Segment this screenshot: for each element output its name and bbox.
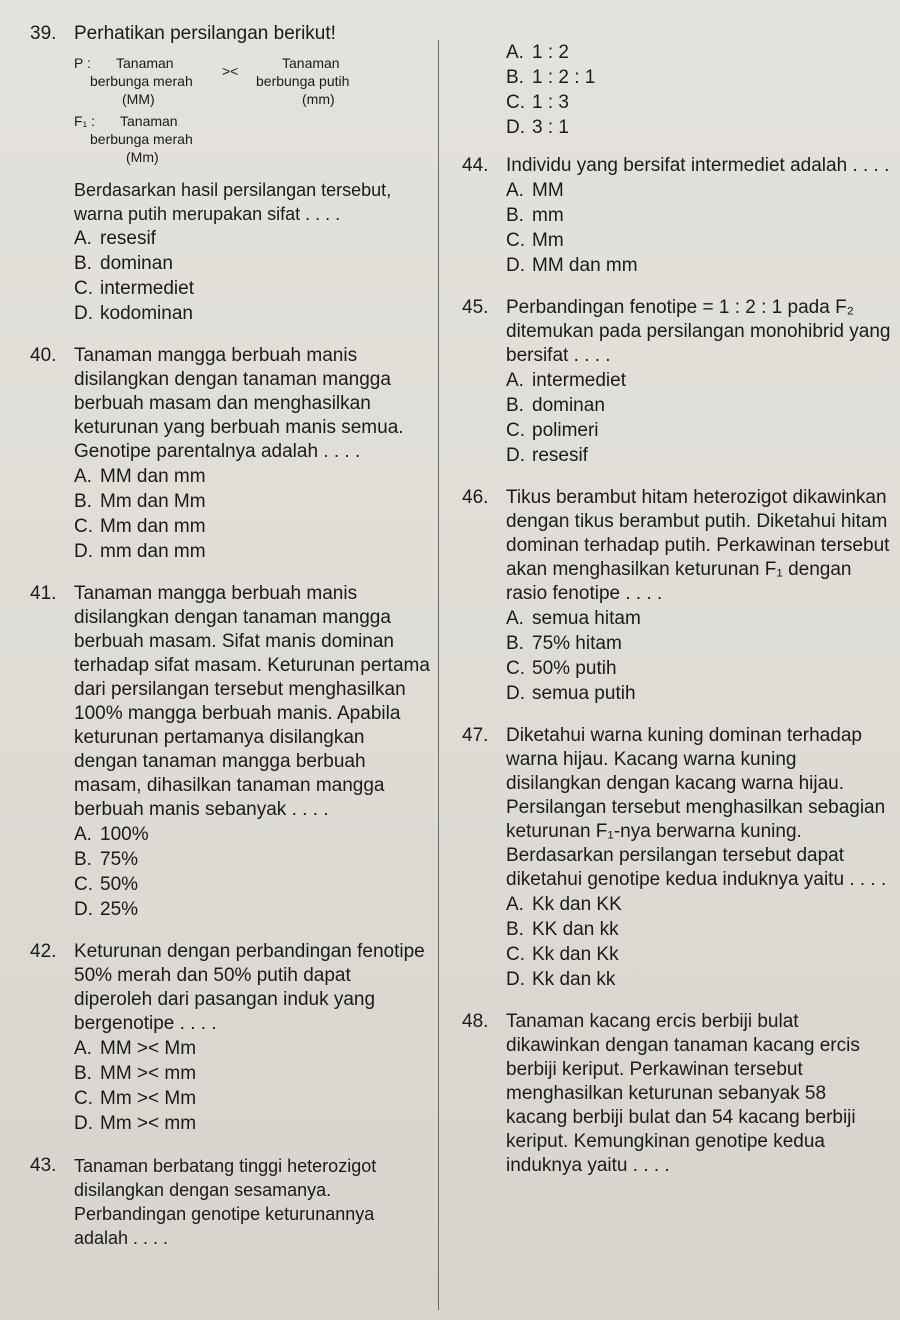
right-column	[462, 40, 892, 1196]
option-a[interactable]	[506, 40, 892, 65]
option-text: resesif	[532, 445, 588, 466]
question-text: Tanaman berbatang tinggi heterozigot disilangkan dengan sesamanya. Perbandingan genotipe keturunannya adalah . . . .	[74, 1156, 377, 1248]
options-list	[506, 606, 892, 706]
option-b[interactable]	[74, 847, 430, 872]
option-letter: D.	[74, 899, 93, 920]
question-text: Keturunan dengan perbandingan fenotipe 50% merah dan 50% putih dapat diperoleh dari pasangan induk yang bergenotipe . . . .	[74, 941, 425, 1034]
question-text: Perhatikan persilangan berikut!	[74, 23, 336, 44]
question-number: 46.	[462, 487, 489, 508]
question-text: Diketahui warna kuning dominan terhadap warna hijau. Kacang warna kuning disilangkan dengan kacang warna hijau. Persilangan tersebut menghasilkan sebagian keturunan F₁-nya berwarna kuning. Berdasarkan persilangan tersebut dapat diketahui genotipe kedua induknya yaitu . . . .	[506, 725, 887, 890]
option-letter: D.	[74, 541, 93, 562]
option-letter: C.	[74, 874, 93, 895]
option-text: Mm >< Mm	[100, 1088, 197, 1109]
option-letter: C.	[506, 658, 525, 679]
option-letter: D.	[506, 969, 525, 990]
option-text: 100%	[100, 824, 149, 845]
option-letter: C.	[74, 278, 93, 299]
option-text: MM >< mm	[100, 1063, 197, 1084]
options-list	[74, 1036, 430, 1136]
option-text: Mm >< mm	[100, 1113, 197, 1134]
question-text: Tanaman kacang ercis berbiji bulat dikawinkan dengan tanaman kacang ercis berbiji keriput. Perkawinan tersebut menghasilkan keturunan sebanyak 58 kacang berbiji bulat dan 54 kacang berbiji keriput. Kemungkinan genotipe kedua induknya yaitu . . . .	[506, 1011, 860, 1176]
option-c[interactable]	[506, 942, 892, 967]
question-43-options	[462, 40, 892, 140]
option-letter: B.	[506, 205, 524, 226]
option-text: resesif	[100, 228, 156, 249]
option-letter: A.	[74, 466, 92, 487]
option-text: mm	[532, 205, 564, 226]
option-a[interactable]	[74, 226, 430, 251]
option-c[interactable]	[74, 872, 430, 897]
option-letter: B.	[506, 395, 524, 416]
option-letter: A.	[74, 1038, 92, 1059]
f1-line1: Tanaman	[120, 113, 178, 129]
option-text: 3 : 1	[532, 117, 569, 138]
options-list	[506, 40, 892, 140]
option-letter: D.	[74, 303, 93, 324]
option-text: kodominan	[100, 303, 193, 324]
option-text: MM dan mm	[532, 255, 638, 276]
option-letter: A.	[506, 180, 524, 201]
option-d[interactable]	[74, 897, 430, 922]
option-c[interactable]	[506, 228, 892, 253]
question-number: 48.	[462, 1011, 489, 1032]
option-letter: A.	[506, 608, 524, 629]
option-text: semua putih	[532, 683, 636, 704]
option-d[interactable]	[74, 301, 430, 326]
question-text: Perbandingan fenotipe = 1 : 2 : 1 pada F₂ ditemukan pada persilangan monohibrid yang bersifat . . . .	[506, 297, 891, 366]
option-text: intermediet	[100, 278, 194, 299]
option-text: MM dan mm	[100, 466, 206, 487]
option-letter: C.	[74, 1088, 93, 1109]
option-text: MM	[532, 180, 564, 201]
option-b[interactable]	[506, 65, 892, 90]
option-c[interactable]	[506, 418, 892, 443]
p-label: P :	[74, 55, 91, 71]
left-column	[30, 22, 430, 1268]
f1-line2: berbunga merah	[90, 131, 193, 147]
option-text: 1 : 2	[532, 42, 569, 63]
option-letter: C.	[506, 230, 525, 251]
option-letter: D.	[506, 117, 525, 138]
question-41	[30, 582, 430, 922]
option-letter: A.	[74, 824, 92, 845]
option-b[interactable]	[74, 1061, 430, 1086]
option-letter: C.	[506, 92, 525, 113]
options-list	[74, 226, 430, 326]
option-b[interactable]	[506, 917, 892, 942]
option-c[interactable]	[74, 514, 430, 539]
column-divider	[438, 40, 439, 1310]
option-letter: B.	[74, 253, 92, 274]
option-b[interactable]	[506, 203, 892, 228]
cross-diagram	[74, 52, 430, 165]
options-list	[506, 892, 892, 992]
f1-label: F₁ :	[74, 113, 96, 129]
option-a[interactable]	[74, 822, 430, 847]
question-number: 41.	[30, 583, 57, 604]
option-b[interactable]	[506, 393, 892, 418]
option-letter: B.	[506, 633, 524, 654]
option-text: semua hitam	[532, 608, 641, 629]
option-a[interactable]	[74, 1036, 430, 1061]
option-c[interactable]	[74, 1086, 430, 1111]
option-d[interactable]	[506, 115, 892, 140]
option-text: 75% hitam	[532, 633, 622, 654]
option-text: polimeri	[532, 420, 599, 441]
option-text: 50%	[100, 874, 139, 895]
option-text: mm dan mm	[100, 541, 206, 562]
question-44	[462, 154, 892, 278]
option-b[interactable]	[74, 489, 430, 514]
option-text: Kk dan Kk	[532, 944, 619, 965]
option-text: Mm dan mm	[100, 516, 206, 537]
option-text: Mm	[532, 230, 564, 251]
option-c[interactable]	[506, 656, 892, 681]
option-text: 50% putih	[532, 658, 617, 679]
question-39-prompt: Berdasarkan hasil persilangan tersebut, warna putih merupakan sifat . . . .	[74, 180, 392, 224]
option-letter: B.	[74, 491, 92, 512]
option-letter: D.	[506, 683, 525, 704]
option-letter: A.	[506, 370, 524, 391]
cross-symbol: ><	[222, 63, 239, 79]
question-47	[462, 724, 892, 992]
option-a[interactable]	[506, 892, 892, 917]
question-text: Tanaman mangga berbuah manis disilangkan dengan tanaman mangga berbuah masam dan menghasilkan keturunan yang berbuah manis semua. Genotipe parentalnya adalah . . . .	[74, 345, 404, 462]
options-list	[74, 822, 430, 922]
parent2-line2: berbunga putih	[256, 73, 350, 89]
question-number: 44.	[462, 155, 489, 176]
question-45	[462, 296, 892, 468]
parent2-line1: Tanaman	[282, 55, 340, 71]
question-46	[462, 486, 892, 706]
question-39	[30, 22, 430, 326]
option-letter: C.	[506, 420, 525, 441]
option-b[interactable]	[74, 251, 430, 276]
option-text: intermediet	[532, 370, 626, 391]
option-text: KK dan kk	[532, 919, 619, 940]
question-number: 39.	[30, 23, 57, 44]
option-letter: B.	[74, 1063, 92, 1084]
question-text: Individu yang bersifat intermediet adalah . . . .	[506, 155, 890, 176]
option-letter: A.	[506, 894, 524, 915]
question-48	[462, 1010, 892, 1178]
option-a[interactable]	[506, 178, 892, 203]
options-list	[506, 178, 892, 278]
option-letter: D.	[506, 445, 525, 466]
option-letter: A.	[506, 42, 524, 63]
option-letter: C.	[74, 516, 93, 537]
option-letter: C.	[506, 944, 525, 965]
question-43-start	[30, 1154, 430, 1250]
option-text: 25%	[100, 899, 139, 920]
option-letter: B.	[74, 849, 92, 870]
option-text: dominan	[532, 395, 605, 416]
question-number: 40.	[30, 345, 57, 366]
option-a[interactable]	[506, 606, 892, 631]
option-d[interactable]	[74, 1111, 430, 1136]
option-letter: D.	[74, 1113, 93, 1134]
option-text: dominan	[100, 253, 173, 274]
options-list	[74, 464, 430, 564]
option-d[interactable]	[506, 681, 892, 706]
option-letter: D.	[506, 255, 525, 276]
f1-line3: (Mm)	[126, 149, 159, 165]
option-d[interactable]	[506, 443, 892, 468]
option-c[interactable]	[506, 90, 892, 115]
question-number: 47.	[462, 725, 489, 746]
option-text: 1 : 2 : 1	[532, 67, 596, 88]
option-a[interactable]	[74, 464, 430, 489]
parent1-line2: berbunga merah	[90, 73, 193, 89]
options-list	[506, 368, 892, 468]
option-d[interactable]	[506, 253, 892, 278]
question-number: 42.	[30, 941, 57, 962]
parent1-line1: Tanaman	[116, 55, 174, 71]
question-40	[30, 344, 430, 564]
option-d[interactable]	[74, 539, 430, 564]
parent1-line3: (MM)	[122, 91, 155, 107]
option-text: 1 : 3	[532, 92, 569, 113]
question-42	[30, 940, 430, 1136]
option-letter: A.	[74, 228, 92, 249]
option-letter: B.	[506, 919, 524, 940]
question-number: 45.	[462, 297, 489, 318]
option-text: Kk dan kk	[532, 969, 616, 990]
question-text: Tikus berambut hitam heterozigot dikawinkan dengan tikus berambut putih. Diketahui hitam dominan terhadap putih. Perkawinan tersebut akan menghasilkan keturunan F₁ dengan rasio fenotipe . . . .	[506, 487, 890, 604]
parent2-line3: (mm)	[302, 91, 335, 107]
option-c[interactable]	[74, 276, 430, 301]
question-text: Tanaman mangga berbuah manis disilangkan dengan tanaman mangga berbuah masam. Sifat manis dominan terhadap sifat masam. Keturunan pertama dari persilangan tersebut menghasilkan 100% mangga berbuah manis. Apabila keturunan pertamanya disilangkan dengan tanaman mangga berbuah masam, dihasilkan tanaman mangga berbuah manis sebanyak . . . .	[74, 583, 430, 820]
option-b[interactable]	[506, 631, 892, 656]
option-text: Kk dan KK	[532, 894, 622, 915]
question-number: 43.	[30, 1155, 57, 1176]
option-text: Mm dan Mm	[100, 491, 206, 512]
option-text: 75%	[100, 849, 139, 870]
option-a[interactable]	[506, 368, 892, 393]
option-text: MM >< Mm	[100, 1038, 197, 1059]
option-letter: B.	[506, 67, 524, 88]
option-d[interactable]	[506, 967, 892, 992]
